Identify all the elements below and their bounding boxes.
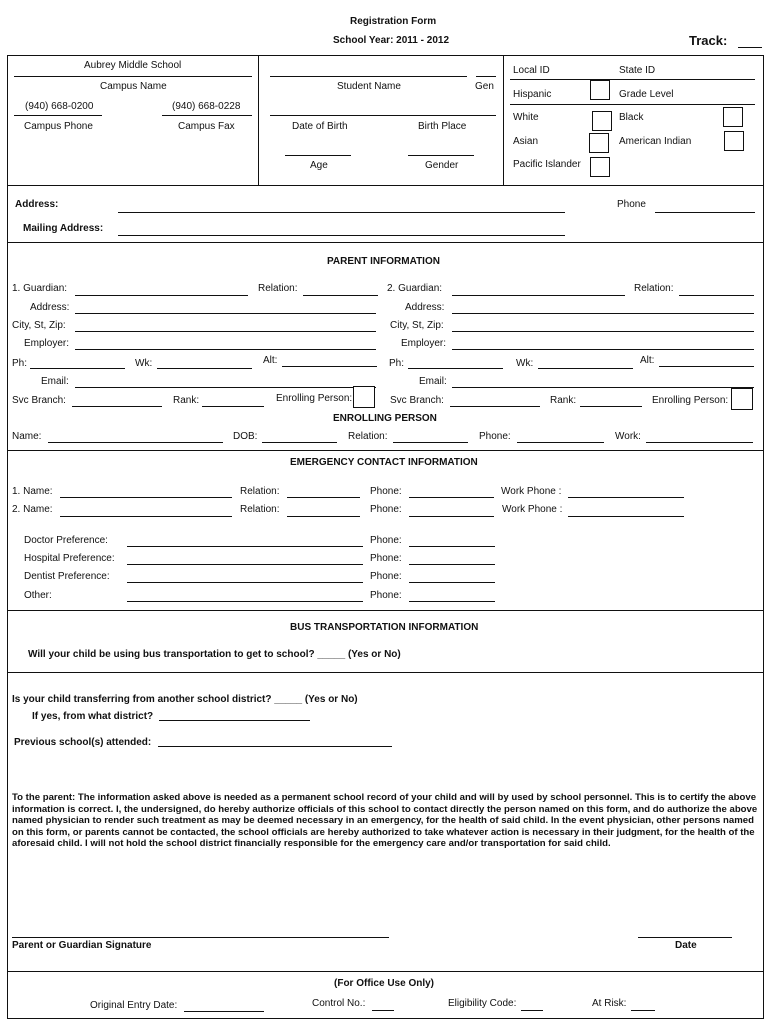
local-id-label: Local ID — [513, 65, 550, 76]
transfer-question[interactable]: Is your child transferring from another school district? _____ (Yes or No) — [12, 694, 358, 705]
emergency1-name-label: 1. Name: — [12, 486, 53, 497]
other-field[interactable] — [127, 601, 363, 602]
emergency2-name-field[interactable] — [60, 516, 232, 517]
guardian1-relation-label: Relation: — [258, 283, 298, 294]
guardian1-alt-label: Alt: — [263, 355, 278, 366]
dentist-label: Dentist Preference: — [24, 571, 110, 582]
guardian2-enrolling-checkbox[interactable] — [731, 388, 753, 410]
emergency1-name-field[interactable] — [60, 497, 232, 498]
guardian1-ph-field[interactable] — [30, 368, 125, 369]
dentist-field[interactable] — [127, 582, 363, 583]
guardian1-wk-field[interactable] — [157, 368, 252, 369]
track-label: Track: — [689, 33, 728, 48]
guardian2-svc-field[interactable] — [450, 406, 540, 407]
asian-label: Asian — [513, 136, 539, 147]
american-indian-checkbox[interactable] — [724, 131, 744, 151]
guardian2-rank-label: Rank: — [550, 395, 577, 406]
divider — [8, 242, 763, 243]
divider — [258, 56, 259, 186]
doctor-field[interactable] — [127, 546, 363, 547]
gen-label: Gen — [475, 81, 494, 92]
hispanic-label: Hispanic — [513, 89, 552, 100]
enrolling-dob-field[interactable] — [262, 442, 337, 443]
home-phone-label: Phone — [617, 199, 646, 210]
dob-birthplace-field[interactable] — [270, 115, 496, 116]
doctor-label: Doctor Preference: — [24, 535, 108, 546]
emergency2-relation-label: Relation: — [240, 504, 280, 515]
guardian1-enrolling-checkbox[interactable] — [353, 386, 375, 408]
guardian2-ph-label: Ph: — [389, 358, 405, 369]
gender-label: Gender — [425, 160, 459, 171]
hospital-field[interactable] — [127, 564, 363, 565]
date-field[interactable] — [638, 937, 732, 938]
track-field[interactable] — [738, 47, 762, 48]
guardian2-address-field[interactable] — [452, 313, 754, 314]
student-name-label: Student Name — [337, 81, 401, 92]
doctor-phone-label: Phone: — [370, 535, 402, 546]
guardian2-email-label: Email: — [419, 376, 447, 387]
enrolling-heading: ENROLLING PERSON — [333, 413, 437, 424]
enrolling-phone-field[interactable] — [517, 442, 604, 443]
guardian1-field[interactable] — [75, 295, 248, 296]
previous-school-field[interactable] — [158, 746, 392, 747]
divider — [8, 672, 763, 673]
state-id-label: State ID — [619, 65, 656, 76]
emergency2-relation-field[interactable] — [287, 516, 360, 517]
campus-fax-label: Campus Fax — [178, 121, 235, 132]
white-label: White — [513, 112, 539, 123]
enrolling-relation-label: Relation: — [348, 431, 388, 442]
guardian2-address-label: Address: — [405, 302, 445, 313]
grade-line — [510, 104, 755, 105]
signature-label: Parent or Guardian Signature — [12, 940, 152, 951]
guardian2-field[interactable] — [452, 295, 625, 296]
guardian2-wk-label: Wk: — [516, 358, 534, 369]
grade-level-label: Grade Level — [619, 89, 674, 100]
guardian2-employer-label: Employer: — [401, 338, 447, 349]
guardian1-rank-field[interactable] — [202, 406, 264, 407]
guardian1-svc-field[interactable] — [72, 406, 162, 407]
pacific-islander-label: Pacific Islander — [513, 159, 581, 170]
emergency1-work-label: Work Phone : — [501, 486, 562, 497]
guardian1-email-label: Email: — [41, 376, 69, 387]
emergency1-work-field[interactable] — [568, 497, 684, 498]
home-phone-field[interactable] — [655, 212, 755, 213]
dob-label: Date of Birth — [292, 121, 348, 132]
guardian1-email-field[interactable] — [75, 387, 376, 388]
school-year: School Year: 2011 - 2012 — [333, 35, 450, 46]
black-checkbox[interactable] — [723, 107, 743, 127]
bus-question[interactable]: Will your child be using bus transportation to get to school? _____ (Yes or No) — [28, 649, 401, 660]
emergency-heading: EMERGENCY CONTACT INFORMATION — [290, 457, 478, 468]
enrolling-name-label: Name: — [12, 431, 42, 442]
campus-fax-value: (940) 668-0228 — [172, 101, 241, 112]
campus-phone-value: (940) 668-0200 — [25, 101, 94, 112]
enrolling-dob-label: DOB: — [233, 431, 258, 442]
gender-field[interactable] — [408, 155, 474, 156]
asian-checkbox[interactable] — [589, 133, 609, 153]
form-title: Registration Form — [350, 16, 437, 27]
pacific-islander-checkbox[interactable] — [590, 157, 610, 177]
dentist-phone-label: Phone: — [370, 571, 402, 582]
signature-field[interactable] — [12, 937, 389, 938]
parent-heading: PARENT INFORMATION — [327, 256, 440, 267]
hospital-phone-field[interactable] — [409, 564, 495, 565]
eligibility-label: Eligibility Code: — [448, 998, 517, 1009]
other-label: Other: — [24, 590, 52, 601]
guardian2-enrolling-label: Enrolling Person: — [652, 395, 729, 406]
black-label: Black — [619, 112, 644, 123]
age-label: Age — [310, 160, 328, 171]
consent-paragraph: To the parent: The information asked above is needed as a permanent school record of your child and will by used by school personnel. This is to certify the above information is correct. I, the undersigned, do hereby authorize officials of this school to contact directly the person named on this form, and do authorize the above named physician to render such treatment as may be deemed necessary in an emergency, for the health of said child. In the event physician, other persons named on this form, or parents cannot be contacted, the school officials are hereby authorized to take whatever action is necessary in their judgment, for the health of the aforesaid child. I will not hold the school district financially responsible for the emergency care and/or transportation for said child. — [12, 792, 758, 850]
guardian1-address-field[interactable] — [75, 313, 376, 314]
id-line — [510, 79, 755, 80]
doctor-phone-field[interactable] — [409, 546, 495, 547]
age-field[interactable] — [285, 155, 351, 156]
american-indian-label: American Indian — [619, 136, 692, 147]
guardian1-city-field[interactable] — [75, 331, 376, 332]
hospital-phone-label: Phone: — [370, 553, 402, 564]
hispanic-checkbox[interactable] — [590, 80, 610, 100]
other-phone-label: Phone: — [370, 590, 402, 601]
divider — [8, 450, 763, 451]
eligibility-field[interactable] — [521, 1010, 543, 1011]
campus-name-label: Campus Name — [100, 81, 167, 92]
divider — [8, 610, 763, 611]
guardian2-label: 2. Guardian: — [387, 283, 443, 294]
guardian2-relation-field[interactable] — [679, 295, 754, 296]
guardian1-employer-label: Employer: — [24, 338, 70, 349]
divider — [503, 56, 504, 186]
enrolling-name-field[interactable] — [48, 442, 223, 443]
guardian1-alt-field[interactable] — [282, 366, 377, 367]
guardian2-alt-field[interactable] — [659, 366, 754, 367]
campus-phone-label: Campus Phone — [24, 121, 93, 132]
guardian1-enrolling-label: Enrolling Person: — [276, 393, 353, 404]
at-risk-field[interactable] — [631, 1010, 655, 1011]
guardian2-rank-field[interactable] — [580, 406, 642, 407]
enrolling-work-field[interactable] — [646, 442, 753, 443]
school-name: Aubrey Middle School — [84, 60, 182, 71]
guardian1-wk-label: Wk: — [135, 358, 153, 369]
mailing-address-field[interactable] — [118, 235, 565, 236]
emergency2-name-label: 2. Name: — [12, 504, 53, 515]
gen-field[interactable] — [476, 76, 496, 77]
birth-place-label: Birth Place — [418, 121, 467, 132]
hospital-label: Hospital Preference: — [24, 553, 115, 564]
at-risk-label: At Risk: — [592, 998, 627, 1009]
guardian2-svc-label: Svc Branch: — [390, 395, 444, 406]
date-label: Date — [675, 940, 697, 951]
original-entry-field[interactable] — [184, 1011, 264, 1012]
transfer-district-field[interactable] — [159, 720, 310, 721]
control-no-label: Control No.: — [312, 998, 366, 1009]
address-field[interactable] — [118, 212, 565, 213]
guardian1-relation-field[interactable] — [303, 295, 378, 296]
previous-school-label: Previous school(s) attended: — [14, 737, 152, 748]
campus-name-line — [14, 76, 252, 77]
campus-fax-line — [162, 115, 252, 116]
dentist-phone-field[interactable] — [409, 582, 495, 583]
mailing-address-label: Mailing Address: — [23, 223, 104, 234]
guardian1-employer-field[interactable] — [75, 349, 376, 350]
emergency1-phone-label: Phone: — [370, 486, 402, 497]
guardian2-city-field[interactable] — [452, 331, 754, 332]
office-heading: (For Office Use Only) — [334, 978, 435, 989]
guardian1-rank-label: Rank: — [173, 395, 200, 406]
transfer-district-label: If yes, from what district? — [32, 711, 154, 722]
emergency1-relation-label: Relation: — [240, 486, 280, 497]
bus-heading: BUS TRANSPORTATION INFORMATION — [290, 622, 479, 633]
guardian1-ph-label: Ph: — [12, 358, 28, 369]
emergency2-phone-label: Phone: — [370, 504, 402, 515]
guardian1-city-label: City, St, Zip: — [12, 320, 66, 331]
student-name-field[interactable] — [270, 76, 467, 77]
divider — [8, 185, 763, 186]
emergency2-phone-field[interactable] — [409, 516, 494, 517]
guardian2-city-label: City, St, Zip: — [390, 320, 444, 331]
guardian2-ph-field[interactable] — [408, 368, 503, 369]
divider — [8, 971, 763, 972]
emergency2-work-label: Work Phone : — [502, 504, 563, 515]
enrolling-phone-label: Phone: — [479, 431, 511, 442]
emergency1-phone-field[interactable] — [409, 497, 494, 498]
guardian2-alt-label: Alt: — [640, 355, 655, 366]
guardian2-relation-label: Relation: — [634, 283, 674, 294]
guardian1-label: 1. Guardian: — [12, 283, 68, 294]
original-entry-label: Original Entry Date: — [90, 1000, 178, 1011]
guardian1-address-label: Address: — [30, 302, 70, 313]
guardian2-email-field[interactable] — [452, 387, 754, 388]
emergency1-relation-field[interactable] — [287, 497, 360, 498]
guardian2-employer-field[interactable] — [452, 349, 754, 350]
emergency2-work-field[interactable] — [568, 516, 684, 517]
white-checkbox[interactable] — [592, 111, 612, 131]
guardian1-svc-label: Svc Branch: — [12, 395, 66, 406]
campus-phone-line — [14, 115, 102, 116]
enrolling-relation-field[interactable] — [393, 442, 468, 443]
other-phone-field[interactable] — [409, 601, 495, 602]
guardian2-wk-field[interactable] — [538, 368, 633, 369]
control-no-field[interactable] — [372, 1010, 394, 1011]
address-label: Address: — [15, 199, 59, 210]
enrolling-work-label: Work: — [615, 431, 641, 442]
